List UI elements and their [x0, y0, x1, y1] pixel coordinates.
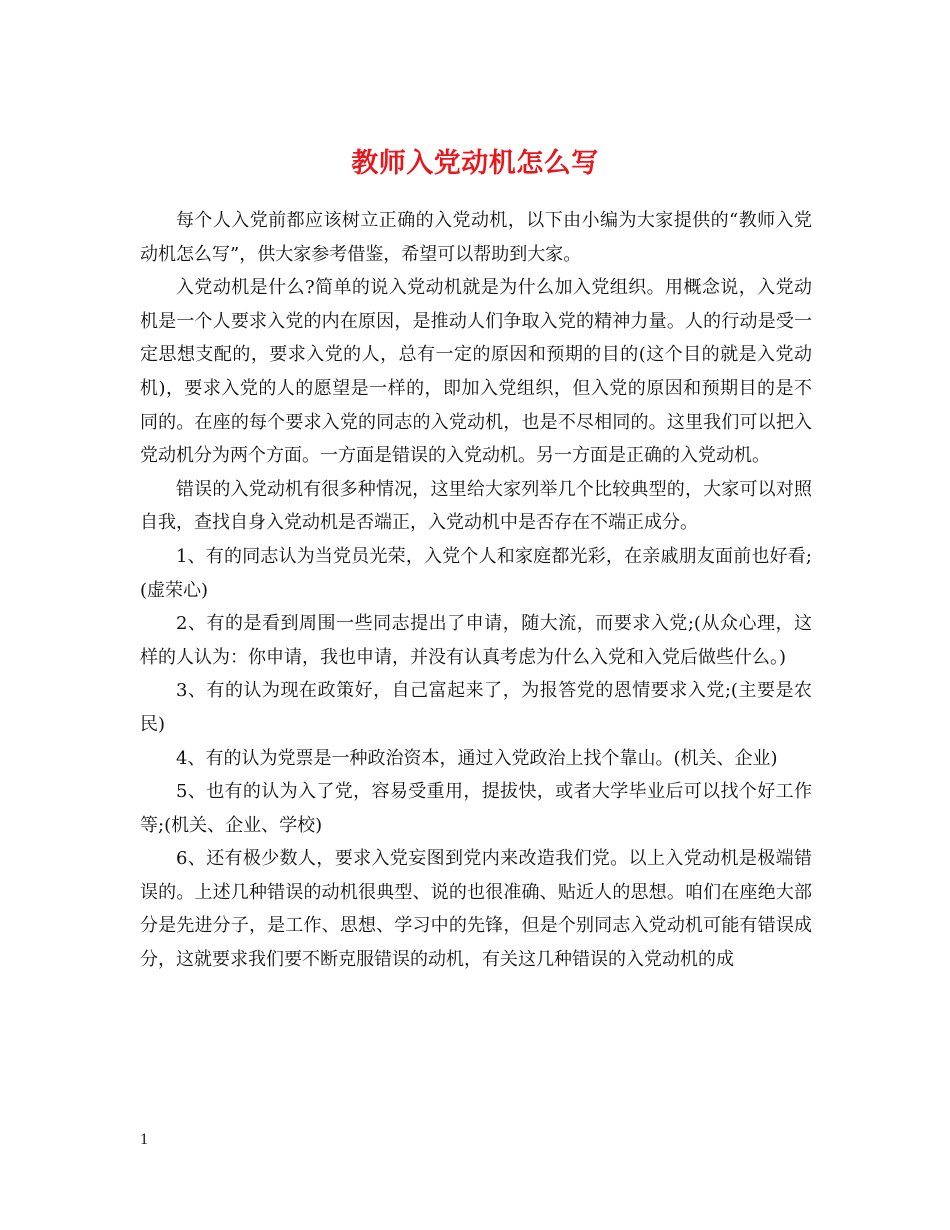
paragraph-wrong-motives-intro: 错误的入党动机有很多种情况，这里给大家列举几个比较典型的，大家可以对照自我，查找自身入党动机是否端正，入党动机中是否存在不端正成分。	[140, 478, 812, 534]
document-body	[140, 204, 812, 977]
list-item-1: 1、有的同志认为当党员光荣，入党个人和家庭都光彩，在亲戚朋友面前也好看;(虚荣心)	[140, 545, 812, 601]
list-item-3: 3、有的认为现在政策好，自己富起来了，为报答党的恩情要求入党;(主要是农民)	[140, 680, 812, 735]
page-number: 1	[140, 1131, 148, 1148]
paragraph-intro: 每个人入党前都应该树立正确的入党动机，以下由小编为大家提供的“教师入党动机怎么写”，供大家参考借鉴，希望可以帮助到大家。	[140, 210, 812, 265]
paragraph-definition: 入党动机是什么?简单的说入党动机就是为什么加入党组织。用概念说，入党动机是一个人要求入党的内在原因，是推动人们争取入党的精神力量。人的行动是受一定思想支配的，要求入党的人，总有一定的原因和预期的目的(这个目的就是入党动机)，要求入党的人的愿望是一样的，即加入党组织，但入党的原因和预期目的是不同的。在座的每个要求入党的同志的入党动机，也是不尽相同的。这里我们可以把入党动机分为两个方面。一方面是错误的入党动机。另一方面是正确的入党动机。	[140, 277, 812, 467]
list-item-4: 4、有的认为党票是一种政治资本，通过入党政治上找个靠山。(机关、企业)	[176, 747, 778, 769]
document-title: 教师入党动机怎么写	[351, 148, 599, 180]
list-item-5: 5、也有的认为入了党，容易受重用，提拔快，或者大学毕业后可以找个好工作等;(机关、企业、学校)	[140, 781, 812, 836]
list-item-2: 2、有的是看到周围一些同志提出了申请，随大流，而要求入党;(从众心理，这样的人认为：你申请，我也申请，并没有认真考虑为什么入党和入党后做些什么。)	[140, 613, 812, 668]
list-item-6: 6、还有极少数人，要求入党妄图到党内来改造我们党。以上入党动机是极端错误的。上述几种错误的动机很典型、说的也很准确、贴近人的思想。咱们在座绝大部分是先进分子，是工作、思想、学习中的先锋，但是个别同志入党动机可能有错误成分，这就要求我们要不断克服错误的动机，有关这几种错误的入党动机的成	[140, 848, 812, 971]
